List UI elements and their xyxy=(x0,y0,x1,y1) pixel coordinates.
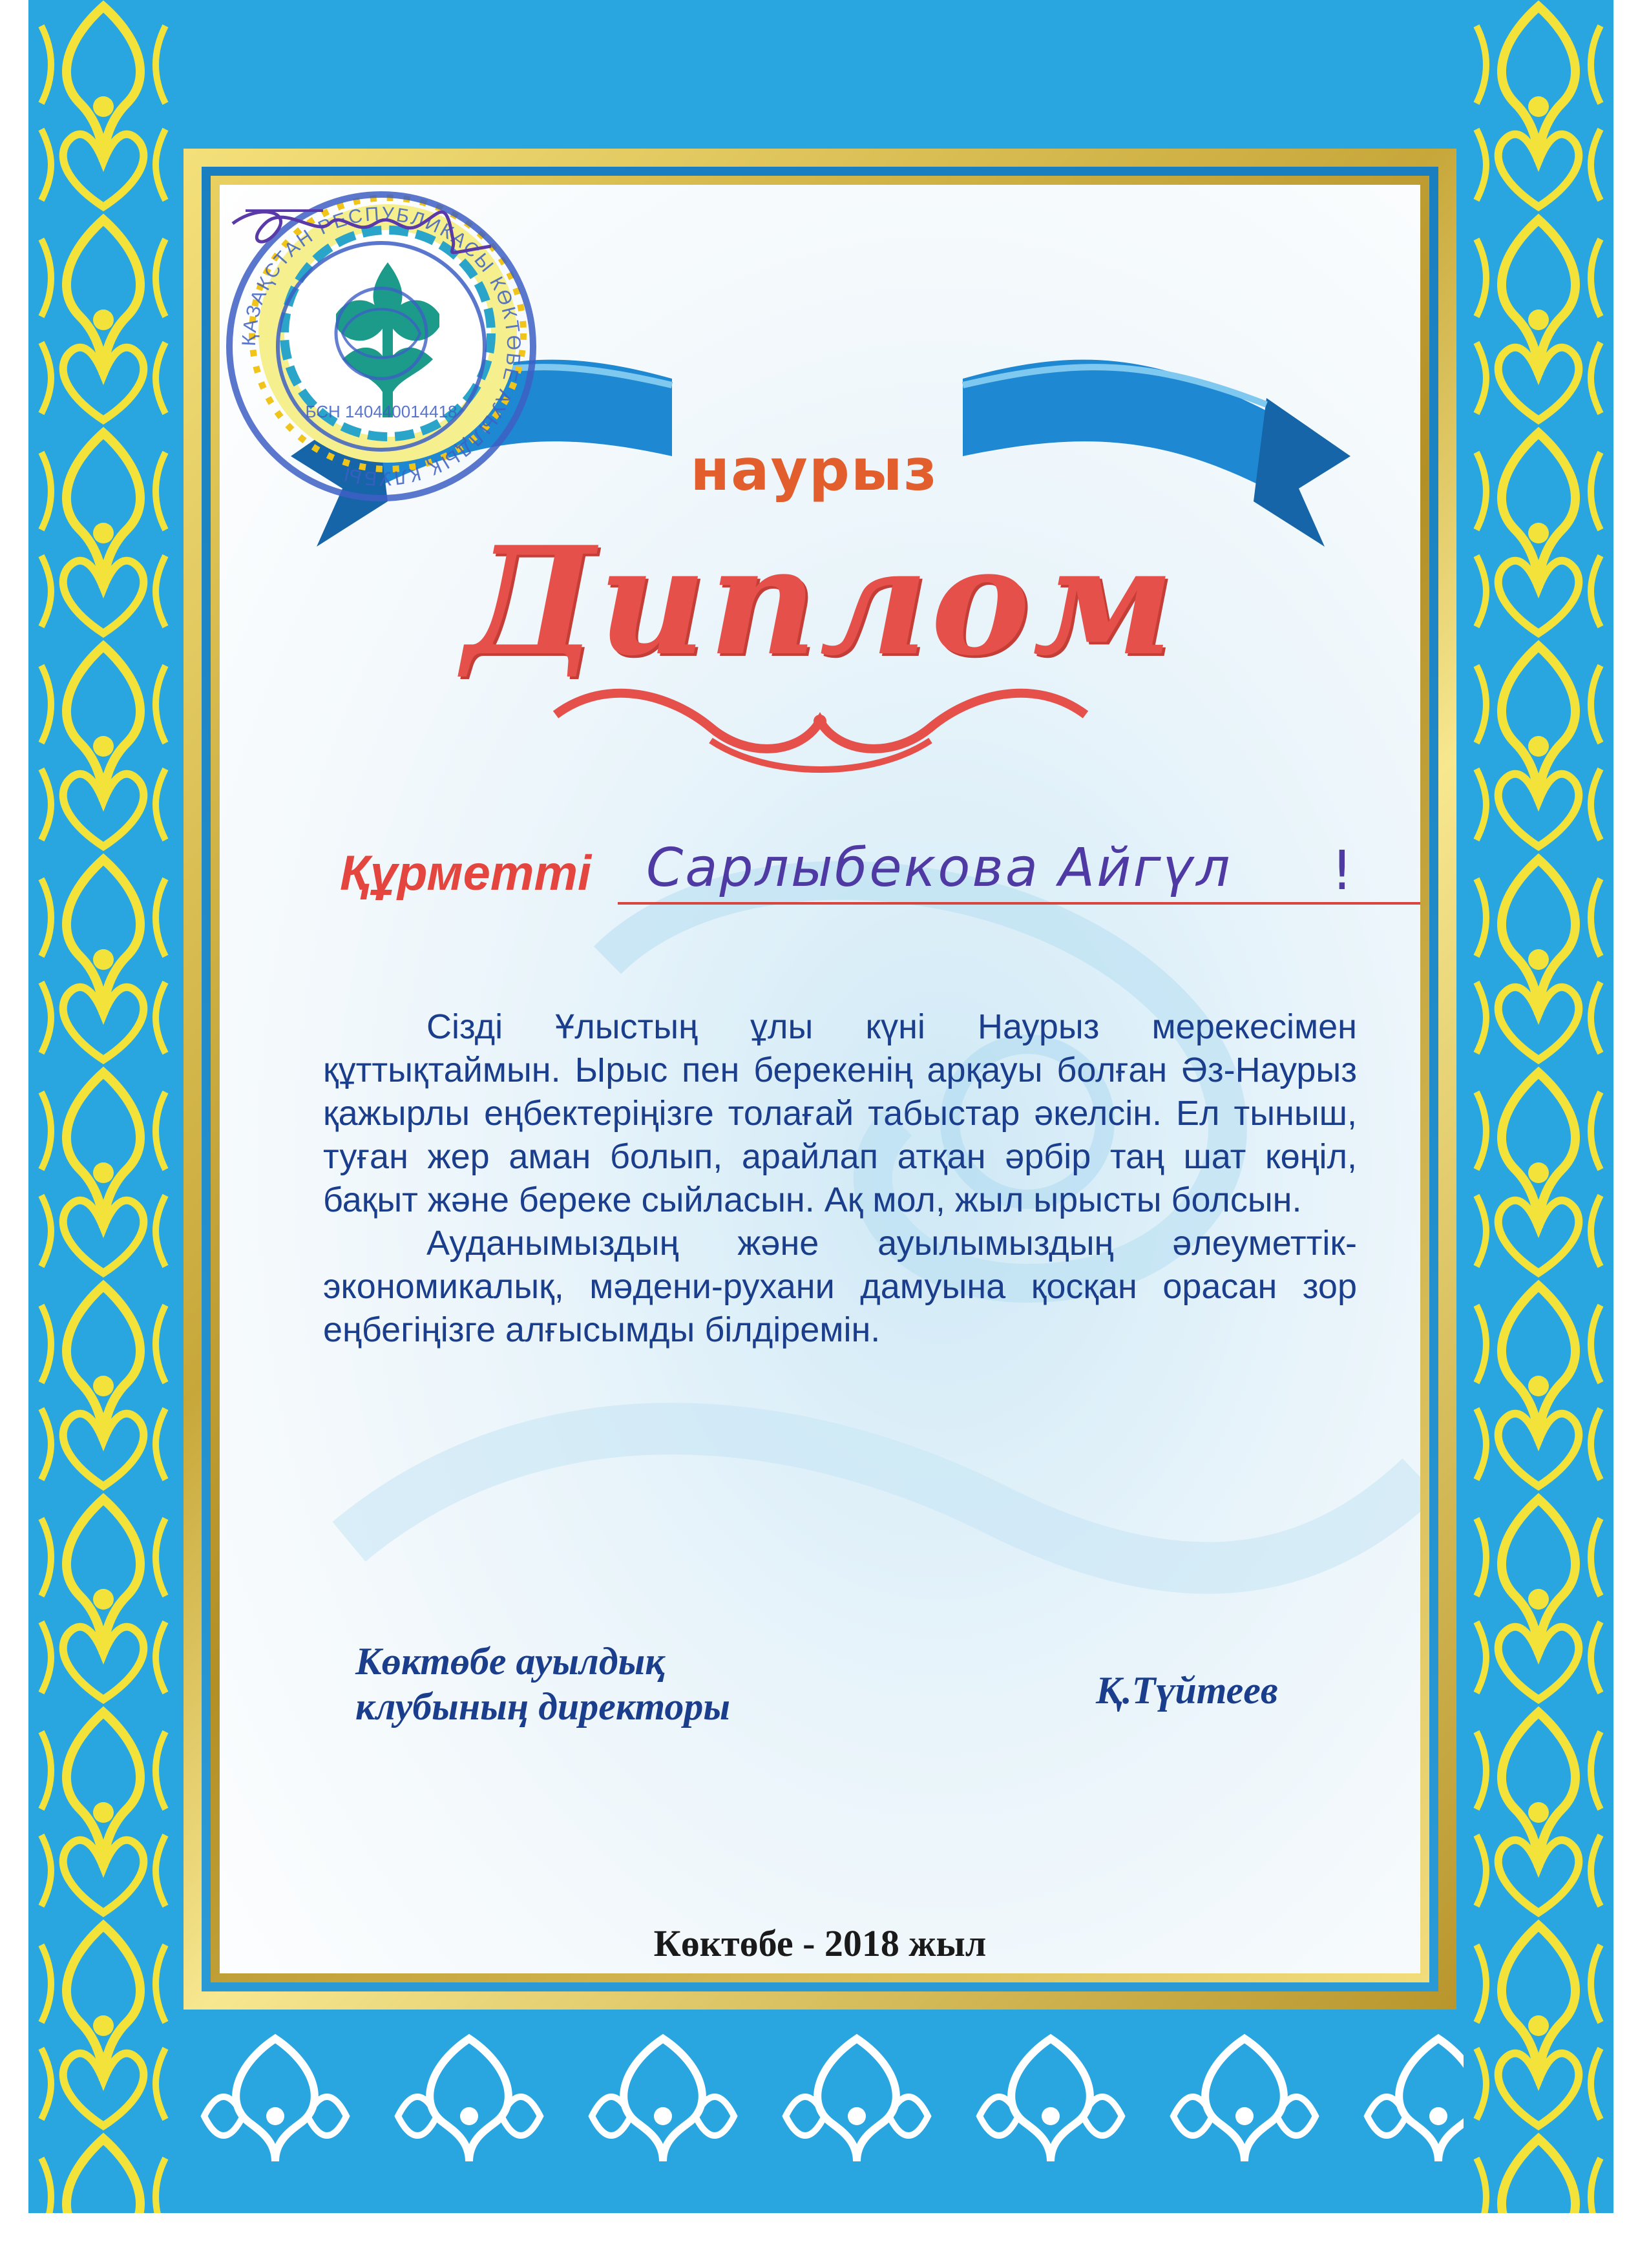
diploma-body xyxy=(323,1005,1357,1352)
left-ornament-band xyxy=(28,0,178,2213)
diploma-title: Диплом xyxy=(463,514,1177,689)
diploma-paper xyxy=(220,185,1420,1973)
stamp-number: БСН 140440014418 xyxy=(305,402,457,421)
diploma-sheet xyxy=(28,0,1613,2213)
signer-title-line-1: Көктөбе ауылдық xyxy=(355,1640,665,1683)
signer-title xyxy=(355,1639,730,1729)
salutation-exclamation: ! xyxy=(1331,839,1353,902)
recipient-handwritten: Сарлыбекова Айгүл xyxy=(646,837,1232,899)
emblem-label: наурыз xyxy=(690,437,938,503)
place-and-year: Көктөбе - 2018 жыл xyxy=(653,1922,987,1964)
stamp-ring-text: ҚАЗАҚСТАН РЕСПУБЛИКАСЫ КӨКТӨБЕ АУЫЛДЫҚ КЛУБЫ xyxy=(238,203,525,490)
body-paragraph-2: Ауданымыздың және ауылымыздың әлеуметтік-экономикалық, мәдени-рухани дамуына қосқан орасан зор еңбегіңізге алғысымды білдіремін. xyxy=(323,1224,1357,1349)
recipient-underline xyxy=(618,902,1420,905)
bottom-ornament-band xyxy=(178,2019,1464,2213)
body-paragraph-1: Сізді Ұлыстың ұлы күні Наурыз мерекесімен құттықтаймын. Ырыс пен берекенің арқауы болған Әз-Наурыз қажырлы еңбектеріңізге толағай табыстар әкелсін. Ел тыныш, туған жер аман болып, арайлап атқан әрбір таң шат көңіл, бақыт және береке сыйласын. Ақ мол, жыл ырысты болсын. xyxy=(323,1007,1357,1219)
handwritten-signature xyxy=(220,185,504,269)
salutation: Құрметті xyxy=(340,846,592,901)
signer-title-line-2: клубының директоры xyxy=(355,1685,730,1728)
right-ornament-band xyxy=(1464,0,1613,2213)
signer-name: Қ.Түйтеев xyxy=(1096,1669,1278,1712)
